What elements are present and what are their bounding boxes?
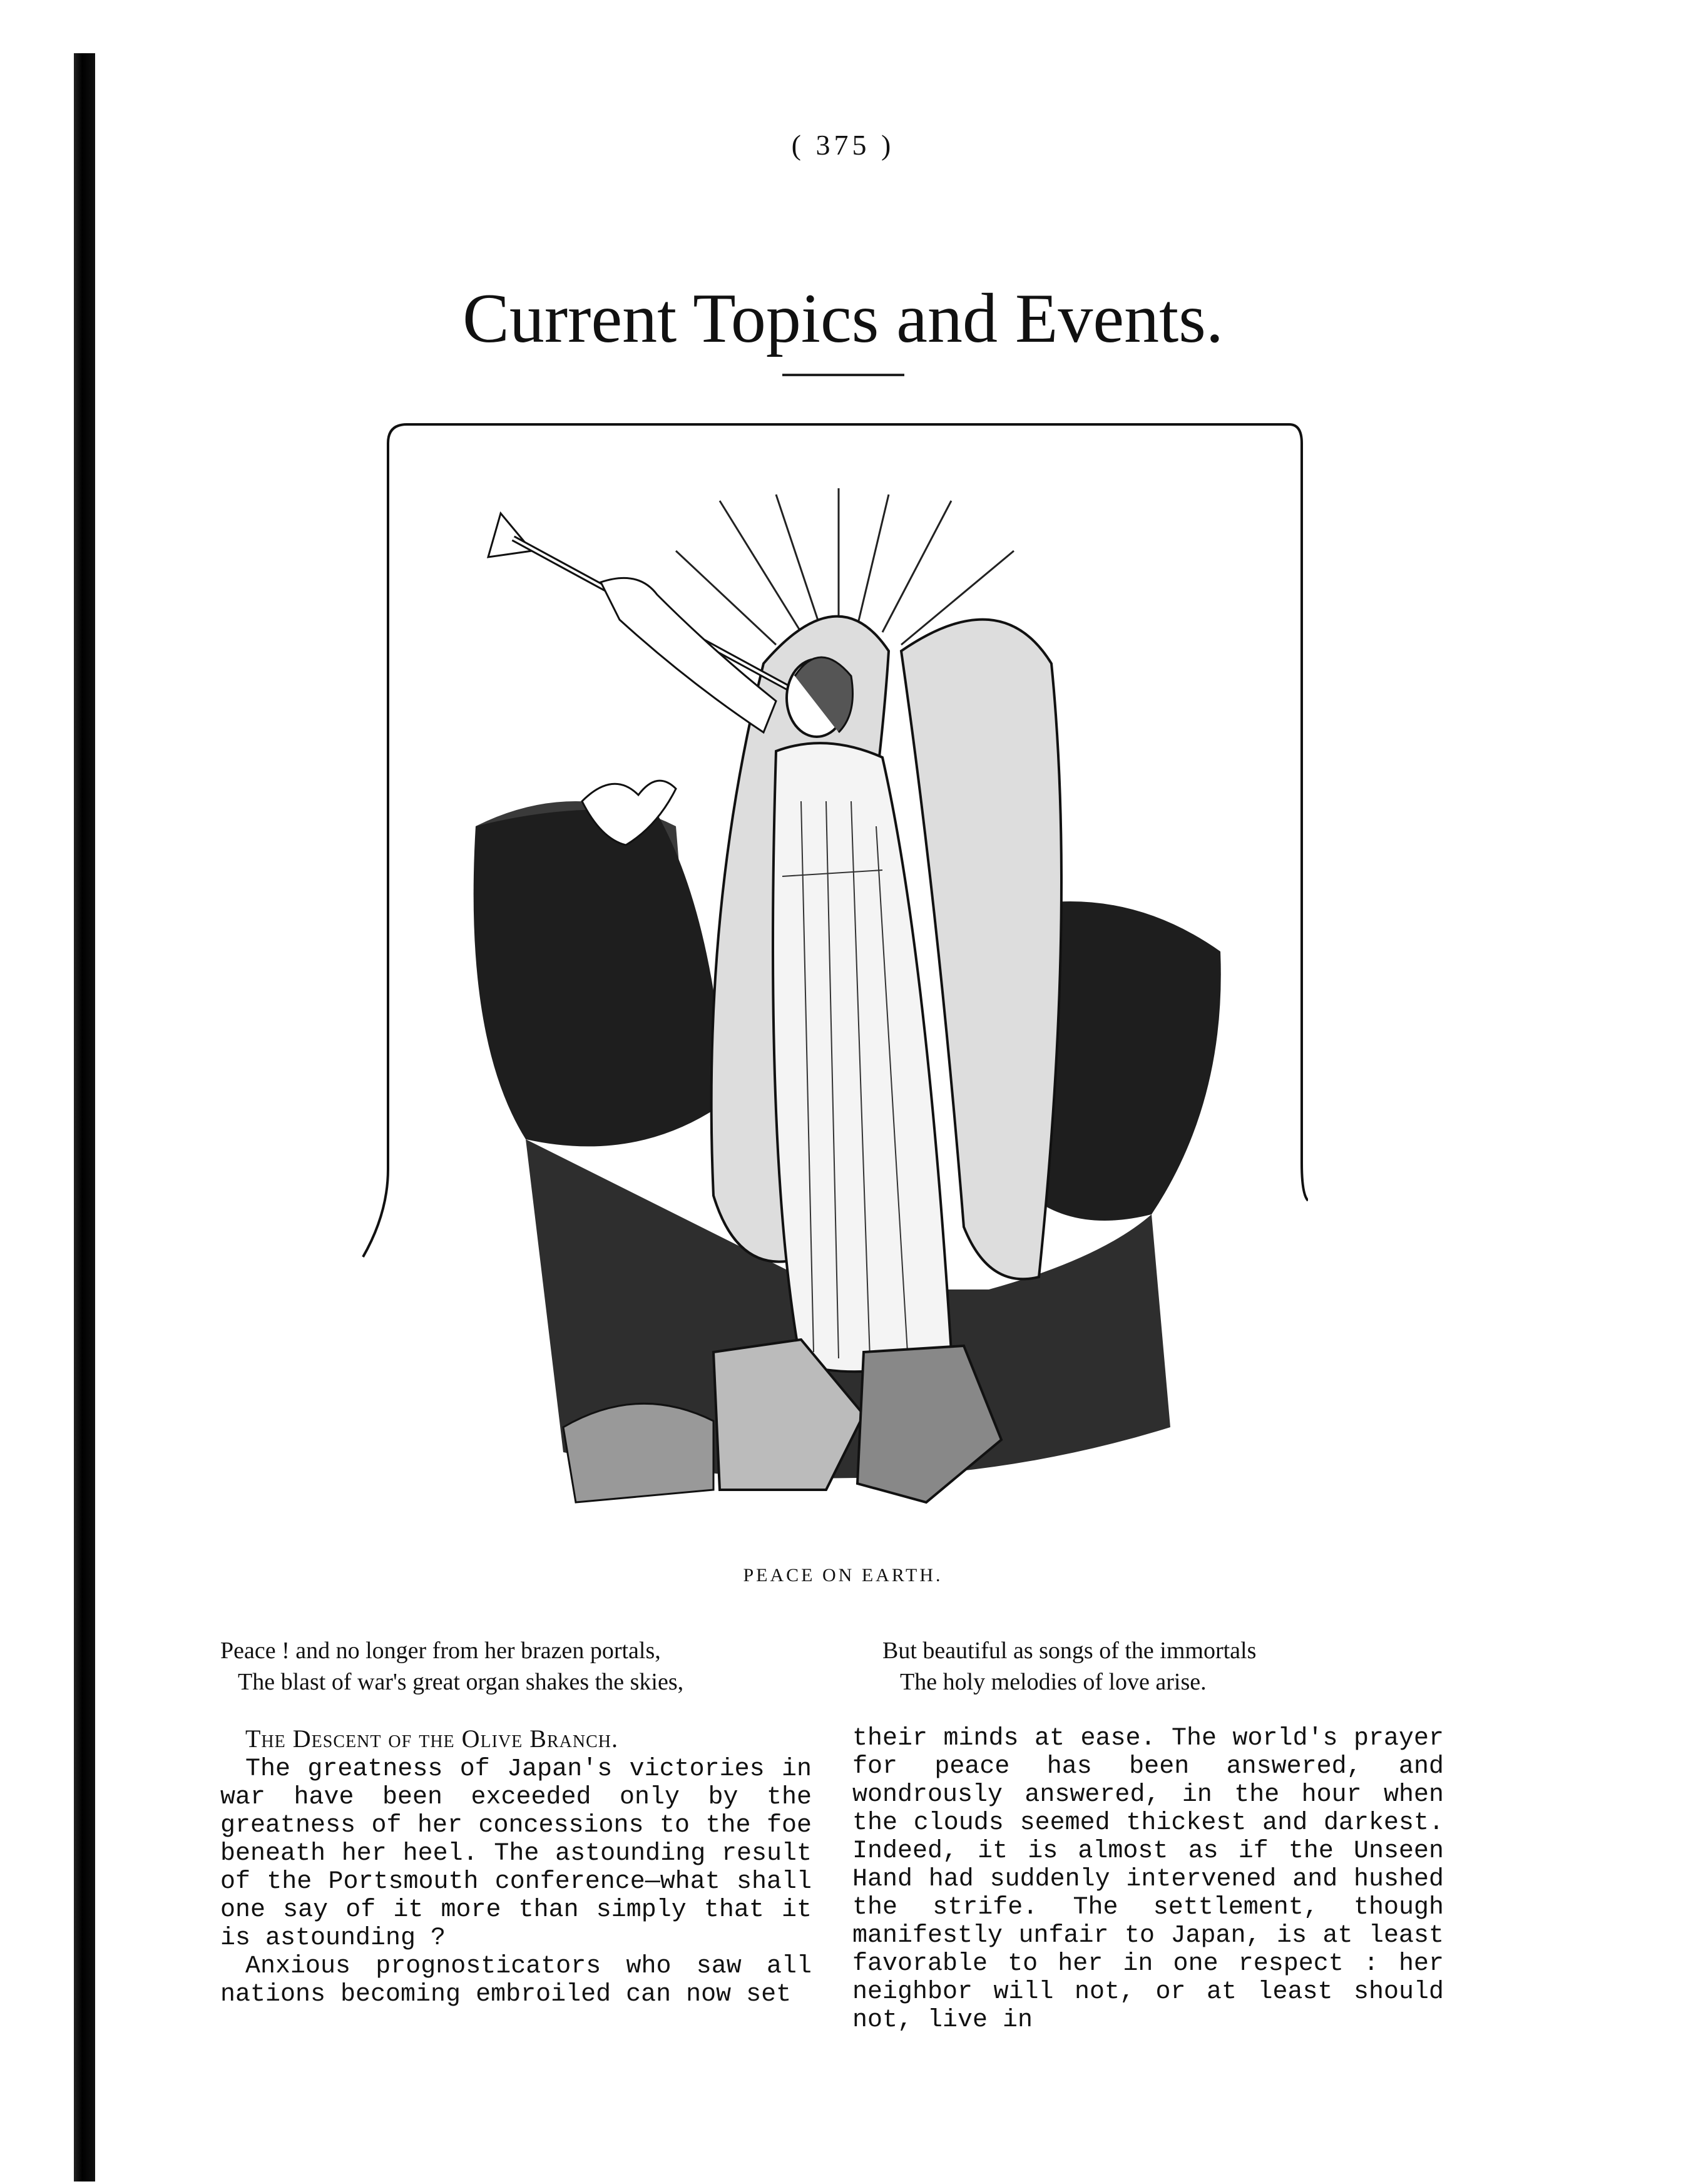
angel-with-trumpet-icon: [451, 476, 1233, 1534]
verse-right: [882, 1635, 1508, 1698]
section-heading: The Descent of the Olive Branch.: [245, 1725, 618, 1753]
page-title: Current Topics and Events.: [462, 280, 1224, 358]
paragraph: Anxious prognosticators who saw all nations becoming embroiled can now set: [220, 1952, 812, 2009]
verse-line: Peace ! and no longer from her brazen portals,: [220, 1638, 661, 1664]
page-number: ( 375 ): [791, 129, 895, 161]
paragraph: The greatness of Japan's victories in war have been exceeded only by the greatness of her concessions to the foe beneath her heel. The astounding result of the Portsmouth conference—what shall one say of it more than simply that it is astounding ?: [220, 1755, 812, 1952]
verse-line: The blast of war's great organ shakes the skies,: [238, 1669, 684, 1695]
paragraph: their minds at ease. The world's prayer for peace has been answered, and wondrously answered, in the hour when the clouds seemed thickest and darkest. Indeed, it is almost as if the Unseen Hand had suddenly intervened and hushed the strife. The settlement, though manifestly unfair to Japan, is at least favorable to her in one respect : her neighbor will not, or at least should not, live in: [852, 1725, 1444, 2034]
article-column-left: [220, 1725, 812, 2009]
article-column-right: [852, 1725, 1444, 2034]
illustration-caption: PEACE ON EARTH.: [743, 1565, 943, 1586]
verse-left: [220, 1635, 846, 1698]
title-rule: [782, 374, 904, 376]
verse-line: But beautiful as songs of the immortals: [882, 1638, 1257, 1664]
verse-line: The holy melodies of love arise.: [900, 1669, 1207, 1695]
binding-edge: [74, 53, 95, 2181]
